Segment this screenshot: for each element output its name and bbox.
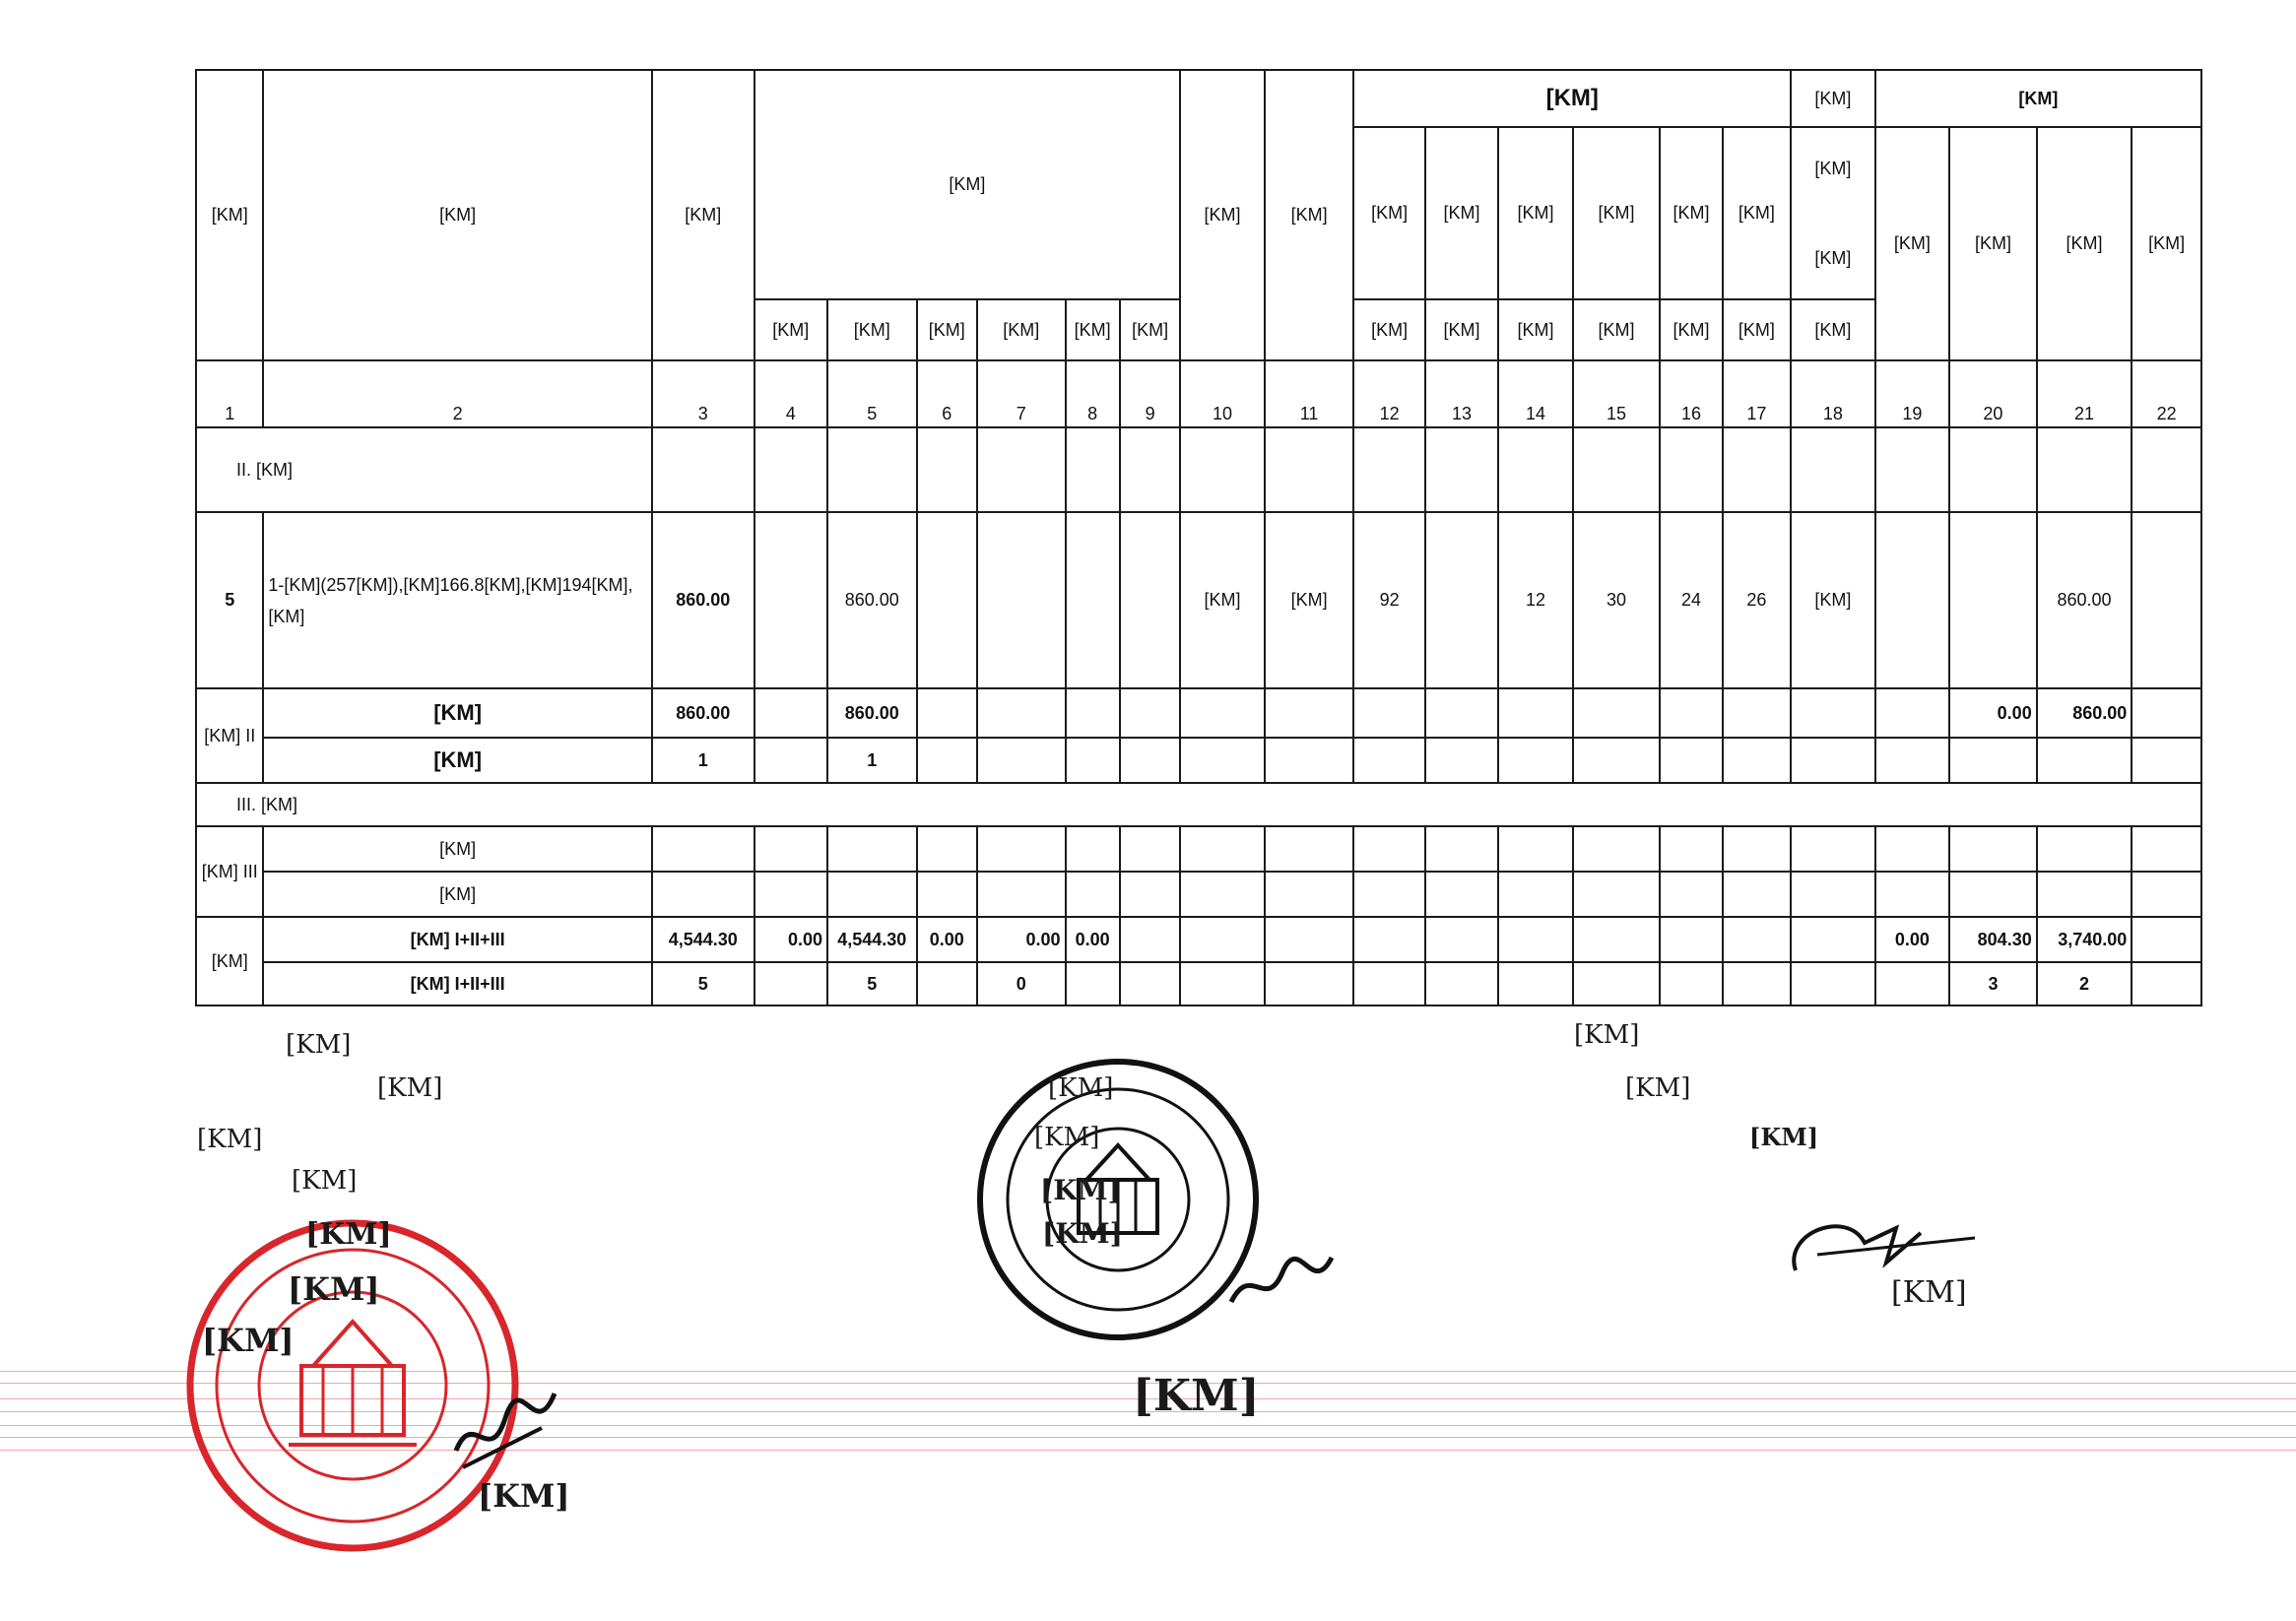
total-count-label: [KM] I+II+III [263,962,651,1005]
subtotal-count-label: [KM] [263,738,651,783]
column-number: 1 [196,360,263,427]
column-number: 21 [2037,360,2132,427]
total-count: 5 [652,962,754,1005]
col-header-15: [KM] [1573,127,1661,299]
section-row [196,783,2201,826]
subtotal-label-iii: [KM] III [196,826,263,917]
total-count-q2: 3 [1949,962,2037,1005]
total-method-2: 4,544.30 [827,917,917,962]
column-number: 12 [1353,360,1424,427]
group-header-method-amounts: [KM] [754,70,1181,299]
col-header-q2: [KM] [1949,127,2037,360]
right-signatory-name: [KM] [1891,1275,1967,1310]
total-amount-label: [KM] I+II+III [263,917,651,962]
column-number: 2 [263,360,651,427]
mid-title-1: [KM] [1040,1174,1121,1206]
row-days-14: 12 [1498,512,1572,688]
total-method-1: 0.00 [754,917,827,962]
row-contract-month: [KM] [1265,512,1354,688]
table-row [196,512,2201,688]
row-method-amount: 860.00 [827,512,917,688]
method-header-2: [KM] [827,299,917,360]
left-signatory-name: [KM] [478,1477,570,1515]
col-header-q3: [KM] [2037,127,2132,360]
col-header-estimate: [KM] [652,70,754,360]
method-header-5: [KM] [1066,299,1120,360]
col-header-16: [KM] [1660,127,1722,299]
col-header-no: [KM] [196,70,263,360]
total-count-method-2: 5 [827,962,917,1005]
column-number: 3 [652,360,754,427]
row-end-month: [KM] [1791,512,1875,688]
left-signature [448,1374,566,1482]
subtotal-iii-count-label: [KM] [263,872,651,917]
subtotal-amount-label: [KM] [263,688,651,738]
left-solar-date: [KM] [292,1166,358,1196]
column-number: 5 [827,360,917,427]
row-estimate: 860.00 [652,512,754,688]
mid-date: [KM] [1034,1123,1100,1152]
subtotal-row [196,688,2201,738]
column-number: 4 [754,360,827,427]
right-title: [KM] [1749,1123,1819,1151]
total-amount: 4,544.30 [652,917,754,962]
unit-header-15: [KM] [1573,299,1661,360]
unit-header-18: [KM] [1791,299,1875,360]
column-number: 18 [1791,360,1875,427]
column-number: 22 [2132,360,2201,427]
col-header-13: [KM] [1425,127,1498,299]
unit-header-14: [KM] [1498,299,1572,360]
total-count-q3: 2 [2037,962,2132,1005]
column-number: 14 [1498,360,1572,427]
unit-header-16: [KM] [1660,299,1722,360]
section-title-ii: II. [KM] [196,427,652,512]
header-row-groups [196,70,2201,127]
subtotal-q2: 0.00 [1949,688,2037,738]
col-header-18-end: [KM] [1814,247,1852,268]
column-number: 19 [1875,360,1949,427]
col-header-18-start: [KM] [1814,158,1852,178]
total-row [196,917,2201,962]
procurement-plan-table [195,69,2202,1006]
row-days-17: 26 [1723,512,1791,688]
column-number: 16 [1660,360,1722,427]
subtotal-count-method: 1 [827,738,917,783]
mid-seen-note: [KM] [1048,1073,1114,1103]
subtotal-iii-amount-label: [KM] [263,826,651,872]
unit-header-12: [KM] [1353,299,1424,360]
column-number: 20 [1949,360,2037,427]
total-row [196,962,2201,1005]
unit-header-17: [KM] [1723,299,1791,360]
section-title-iii: III. [KM] [196,783,2201,826]
left-lunar-date: [KM] [197,1125,263,1154]
col-header-14: [KM] [1498,127,1572,299]
left-title-3: [KM] [202,1322,295,1359]
method-header-4: [KM] [977,299,1066,360]
method-header-1: [KM] [754,299,827,360]
col-header-11: [KM] [1265,70,1354,360]
left-reference: [KM] [286,1030,352,1060]
column-number: 7 [977,360,1066,427]
row-days-15: 30 [1573,512,1661,688]
column-number: 10 [1180,360,1265,427]
mid-title-2: [KM] [1042,1217,1123,1250]
column-number: 9 [1120,360,1180,427]
column-number: 11 [1265,360,1354,427]
col-header-18 [1791,127,1875,299]
total-method-5: 0.00 [1066,917,1120,962]
method-header-6: [KM] [1120,299,1180,360]
left-title-2: [KM] [288,1270,380,1308]
group-header-schedule: [KM] [1353,70,1791,127]
total-q2: 804.30 [1949,917,2037,962]
subtotal-row [196,826,2201,872]
subtotal-amount-method: 860.00 [827,688,917,738]
col-header-10: [KM] [1180,70,1265,360]
mid-signatory-name: [KM] [1133,1371,1260,1421]
row-start-month: [KM] [1180,512,1265,688]
row-number: 5 [196,512,263,688]
section-row [196,427,2201,512]
total-q3: 3,740.00 [2037,917,2132,962]
column-number: 15 [1573,360,1661,427]
group-header-start-end: [KM] [1791,70,1875,127]
row-description: 1-[KM](257[KM]),[KM]166.8[KM],[KM]194[KM],[KM] [263,512,651,688]
total-count-method-4: 0 [977,962,1066,1005]
left-seen-note: [KM] [377,1073,443,1103]
subtotal-q3: 860.00 [2037,688,2132,738]
right-solar-date: [KM] [1625,1073,1691,1103]
column-number: 8 [1066,360,1120,427]
col-header-type-name: [KM] [263,70,651,360]
row-q3: 860.00 [2037,512,2132,688]
col-header-q1: [KM] [1875,127,1949,360]
right-lunar-date: [KM] [1574,1020,1640,1050]
unit-header-13: [KM] [1425,299,1498,360]
column-number: 17 [1723,360,1791,427]
col-header-q4: [KM] [2132,127,2201,360]
mid-signature [1221,1243,1340,1322]
subtotal-amount: 860.00 [652,688,754,738]
row-total-days: 92 [1353,512,1424,688]
left-title-1: [KM] [305,1217,392,1252]
subtotal-row [196,872,2201,917]
row-days-16: 24 [1660,512,1722,688]
group-header-quarterly: [KM] [1875,70,2201,127]
method-header-3: [KM] [917,299,977,360]
total-label: [KM] [196,917,263,1005]
col-header-12: [KM] [1353,127,1424,299]
col-header-17: [KM] [1723,127,1791,299]
total-method-4: 0.00 [977,917,1066,962]
column-number: 13 [1425,360,1498,427]
subtotal-row [196,738,2201,783]
total-q1: 0.00 [1875,917,1949,962]
subtotal-label-ii: [KM] II [196,688,263,783]
subtotal-count: 1 [652,738,754,783]
total-method-3: 0.00 [917,917,977,962]
column-number: 6 [917,360,977,427]
column-number-row [196,360,2201,427]
